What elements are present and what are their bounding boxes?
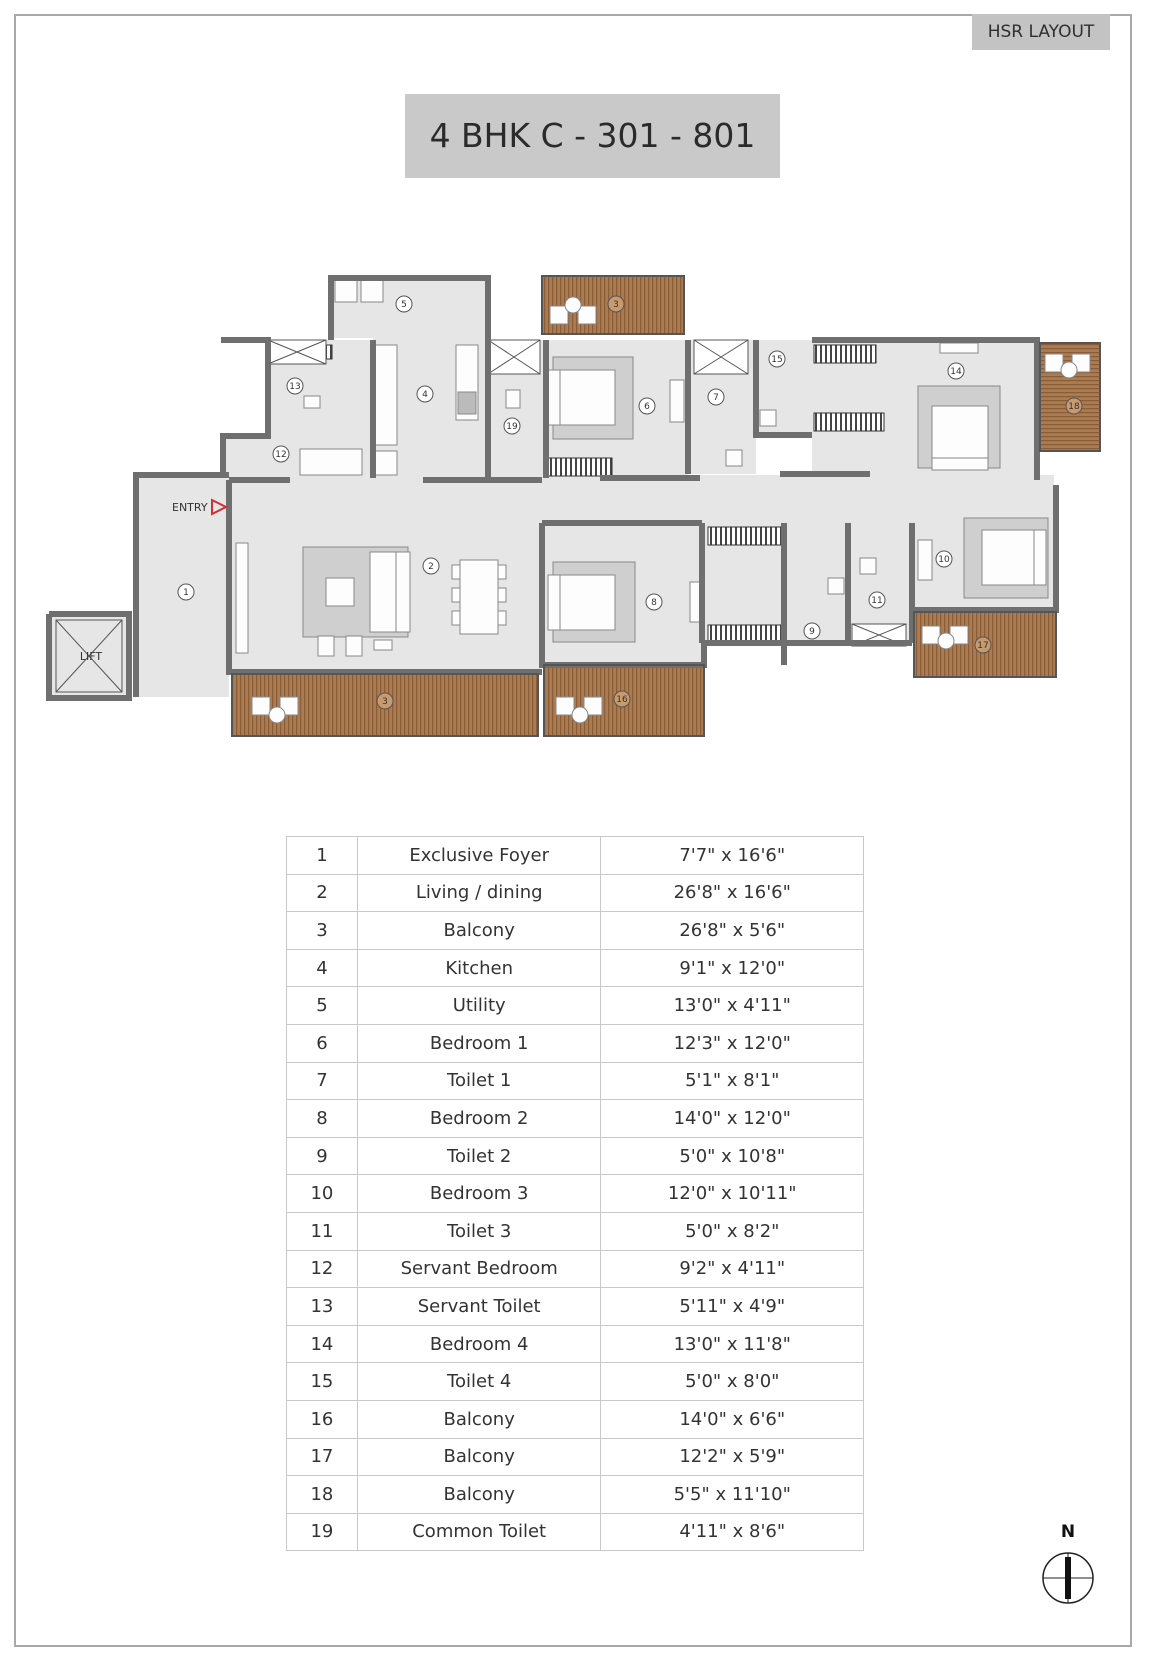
room-name-cell: Bedroom 4 <box>357 1325 601 1363</box>
room-size-cell: 12'3" x 12'0" <box>601 1024 864 1062</box>
room-marker-12 <box>273 446 289 462</box>
room-marker-14 <box>948 363 964 379</box>
room-size-cell: 5'0" x 10'8" <box>601 1137 864 1175</box>
room-marker-17 <box>975 637 991 653</box>
table-row <box>287 1062 864 1100</box>
room-name-cell: Bedroom 3 <box>357 1175 601 1213</box>
room-number-cell: 14 <box>287 1325 358 1363</box>
lift-label: LIFT <box>79 650 103 663</box>
room-marker-3-top <box>608 296 624 312</box>
room-marker-6 <box>639 398 655 414</box>
room-size-cell: 14'0" x 6'6" <box>601 1400 864 1438</box>
room-name-cell: Toilet 4 <box>357 1363 601 1401</box>
room-size-cell: 5'5" x 11'10" <box>601 1476 864 1514</box>
room-name-cell: Toilet 3 <box>357 1212 601 1250</box>
room-name-cell: Bedroom 2 <box>357 1100 601 1138</box>
svg-text:16: 16 <box>616 695 628 705</box>
table-row <box>287 1212 864 1250</box>
room-marker-16 <box>614 691 630 707</box>
room-number-cell: 15 <box>287 1363 358 1401</box>
room-size-cell: 5'1" x 8'1" <box>601 1062 864 1100</box>
svg-text:7: 7 <box>713 393 719 403</box>
table-row <box>287 987 864 1025</box>
svg-text:18: 18 <box>1068 402 1080 412</box>
svg-text:1: 1 <box>183 588 189 598</box>
table-row <box>287 1476 864 1514</box>
room-name-cell: Servant Toilet <box>357 1288 601 1326</box>
table-row <box>287 1137 864 1175</box>
table-row <box>287 1513 864 1551</box>
room-size-cell: 13'0" x 11'8" <box>601 1325 864 1363</box>
table-row <box>287 1175 864 1213</box>
north-compass <box>1038 1522 1098 1608</box>
svg-text:4: 4 <box>422 390 428 400</box>
layout-tag: HSR LAYOUT <box>972 14 1110 50</box>
table-row <box>287 1438 864 1476</box>
svg-text:9: 9 <box>809 627 815 637</box>
svg-text:15: 15 <box>771 355 783 365</box>
svg-text:6: 6 <box>644 402 650 412</box>
svg-text:3: 3 <box>613 300 619 310</box>
room-name-cell: Bedroom 1 <box>357 1024 601 1062</box>
svg-text:19: 19 <box>506 422 518 432</box>
room-number-cell: 19 <box>287 1513 358 1551</box>
room-marker-5 <box>396 296 412 312</box>
table-row <box>287 949 864 987</box>
room-number-cell: 10 <box>287 1175 358 1213</box>
room-number-cell: 1 <box>287 837 358 875</box>
room-size-cell: 12'2" x 5'9" <box>601 1438 864 1476</box>
room-name-cell: Servant Bedroom <box>357 1250 601 1288</box>
svg-text:2: 2 <box>428 562 434 572</box>
room-size-cell: 9'1" x 12'0" <box>601 949 864 987</box>
table-row <box>287 1363 864 1401</box>
room-size-cell: 5'11" x 4'9" <box>601 1288 864 1326</box>
table-row <box>287 1024 864 1062</box>
svg-text:14: 14 <box>950 367 962 377</box>
room-number-cell: 11 <box>287 1212 358 1250</box>
room-name-cell: Utility <box>357 987 601 1025</box>
room-name-cell: Balcony <box>357 1476 601 1514</box>
room-number-cell: 2 <box>287 874 358 912</box>
svg-text:12: 12 <box>275 450 287 460</box>
room-number-cell: 18 <box>287 1476 358 1514</box>
room-name-cell: Toilet 2 <box>357 1137 601 1175</box>
entry-label: ENTRY <box>172 501 208 514</box>
room-marker-7 <box>708 389 724 405</box>
room-name-cell: Kitchen <box>357 949 601 987</box>
room-number-cell: 9 <box>287 1137 358 1175</box>
room-marker-8 <box>646 594 662 610</box>
room-size-cell: 26'8" x 5'6" <box>601 912 864 950</box>
room-size-cell: 5'0" x 8'2" <box>601 1212 864 1250</box>
room-number-cell: 6 <box>287 1024 358 1062</box>
svg-text:10: 10 <box>938 555 950 565</box>
room-size-cell: 26'8" x 16'6" <box>601 874 864 912</box>
north-label: N <box>1060 1522 1076 1542</box>
table-row <box>287 1325 864 1363</box>
svg-text:11: 11 <box>871 596 883 606</box>
room-marker-15 <box>769 351 785 367</box>
table-row <box>287 1250 864 1288</box>
svg-text:3: 3 <box>382 697 388 707</box>
room-name-cell: Toilet 1 <box>357 1062 601 1100</box>
svg-text:8: 8 <box>651 598 657 608</box>
room-number-cell: 12 <box>287 1250 358 1288</box>
table-row <box>287 912 864 950</box>
room-name-cell: Living / dining <box>357 874 601 912</box>
floor-plan <box>40 255 1110 755</box>
room-marker-4 <box>417 386 433 402</box>
room-size-cell: 12'0" x 10'11" <box>601 1175 864 1213</box>
table-row <box>287 837 864 875</box>
room-number-cell: 13 <box>287 1288 358 1326</box>
room-name-cell: Balcony <box>357 1438 601 1476</box>
room-size-cell: 7'7" x 16'6" <box>601 837 864 875</box>
room-schedule-table <box>286 836 864 1551</box>
room-number-cell: 4 <box>287 949 358 987</box>
room-marker-3-bottom <box>377 693 393 709</box>
room-name-cell: Balcony <box>357 1400 601 1438</box>
room-name-cell: Exclusive Foyer <box>357 837 601 875</box>
room-size-cell: 4'11" x 8'6" <box>601 1513 864 1551</box>
room-name-cell: Balcony <box>357 912 601 950</box>
table-row <box>287 1288 864 1326</box>
room-number-cell: 7 <box>287 1062 358 1100</box>
compass-icon <box>1038 1544 1098 1608</box>
room-number-cell: 8 <box>287 1100 358 1138</box>
table-row <box>287 1400 864 1438</box>
room-size-cell: 5'0" x 8'0" <box>601 1363 864 1401</box>
table-row <box>287 874 864 912</box>
room-number-cell: 17 <box>287 1438 358 1476</box>
room-marker-10 <box>936 551 952 567</box>
table-row <box>287 1100 864 1138</box>
room-marker-1 <box>178 584 194 600</box>
svg-text:17: 17 <box>977 641 989 651</box>
room-number-cell: 5 <box>287 987 358 1025</box>
page-title: 4 BHK C - 301 - 801 <box>405 94 780 178</box>
room-marker-9 <box>804 623 820 639</box>
room-marker-19 <box>504 418 520 434</box>
room-marker-13 <box>287 378 303 394</box>
room-size-cell: 14'0" x 12'0" <box>601 1100 864 1138</box>
svg-text:5: 5 <box>401 300 407 310</box>
room-marker-11 <box>869 592 885 608</box>
room-size-cell: 9'2" x 4'11" <box>601 1250 864 1288</box>
room-number-cell: 16 <box>287 1400 358 1438</box>
svg-text:13: 13 <box>289 382 301 392</box>
room-name-cell: Common Toilet <box>357 1513 601 1551</box>
room-size-cell: 13'0" x 4'11" <box>601 987 864 1025</box>
room-marker-18 <box>1066 398 1082 414</box>
room-number-cell: 3 <box>287 912 358 950</box>
room-marker-2 <box>423 558 439 574</box>
